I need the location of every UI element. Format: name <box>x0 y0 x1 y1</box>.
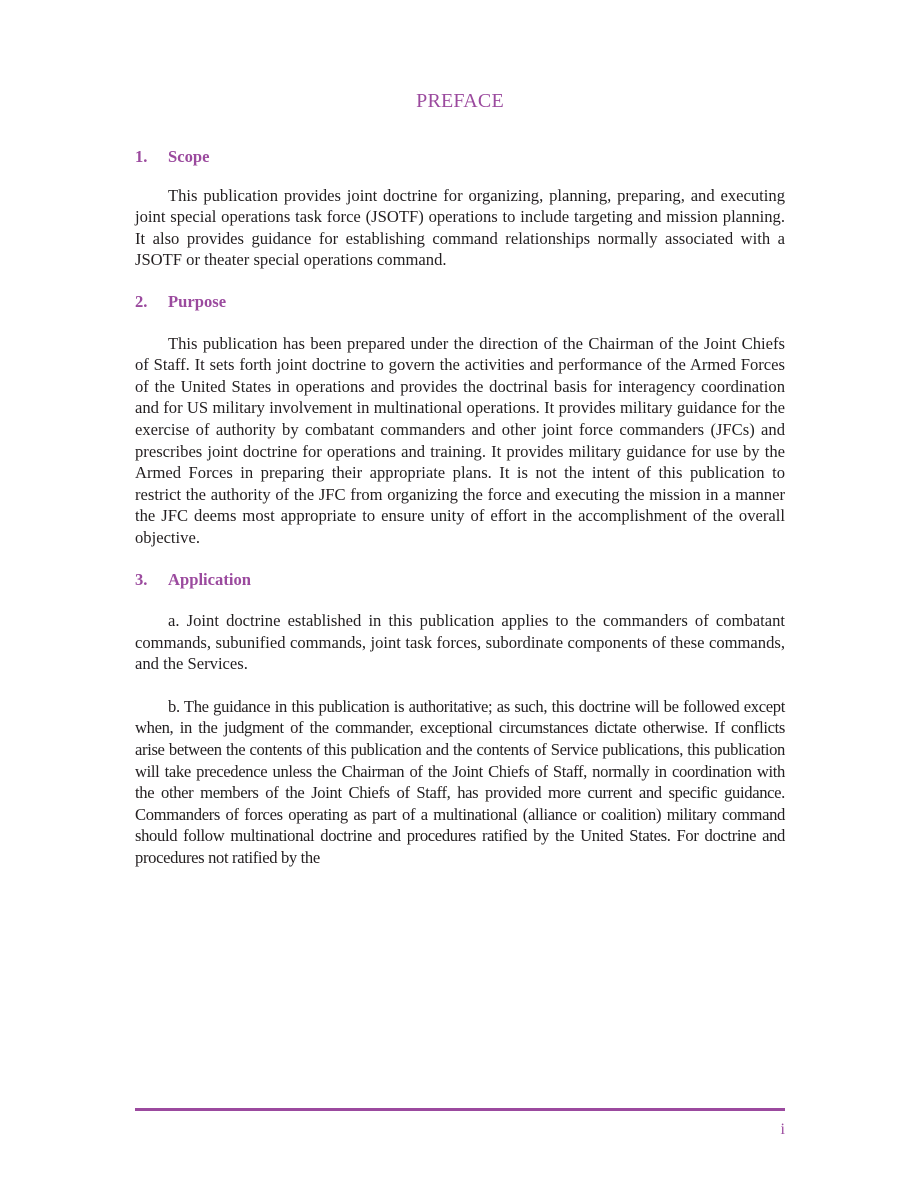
section-title: Purpose <box>168 291 227 311</box>
application-paragraph-a: a. Joint doctrine established in this publication applies to the commanders of combatant commands, subunified commands, joint task forces, subordinate components of these commands, and the Services. <box>135 611 785 674</box>
section-heading-application <box>135 569 785 591</box>
page-number: i <box>780 1121 785 1138</box>
section-heading-purpose <box>135 291 785 313</box>
page-title: PREFACE <box>416 90 504 112</box>
section-number: 2. <box>135 291 148 311</box>
section-number: 3. <box>135 569 148 589</box>
application-paragraph-b: b. The guidance in this publication is authoritative; as such, this doctrine will be followed except when, in the judgment of the commander, exceptional circumstances dictate otherwise. If conflicts arise between the contents of this publication and the contents of Service publications, this publication will take precedence unless the Chairman of the Joint Chiefs of Staff, normally in coordination with the other members of the Joint Chiefs of Staff, has provided more current and specific guidance. Commanders of forces operating as part of a multinational (alliance or coalition) military command should follow multinational doctrine and procedures ratified by the United States. For doctrine and procedures not ratified by the <box>135 696 785 868</box>
section-title: Scope <box>168 147 210 166</box>
section-heading-scope <box>135 146 785 168</box>
section-title: Application <box>168 569 251 589</box>
scope-paragraph: This publication provides joint doctrine for organizing, planning, preparing, and executing joint special operations task force (JSOTF) operations to include targeting and mission planning. It also provides guidance for establishing command relationships normally associated with a JSOTF or theater special operations command. <box>135 185 785 270</box>
section-number: 1. <box>135 147 148 166</box>
footer-rule <box>135 1108 785 1111</box>
purpose-paragraph: This publication has been prepared under the direction of the Chairman of the Joint Chiefs of Staff. It sets forth joint doctrine to govern the activities and performance of the Armed Forces of the United States in operations and provides the doctrinal basis for interagency coordination and for US military involvement in multinational operations. It provides military guidance for the exercise of authority by combatant commanders and other joint force commanders (JFCs) and prescribes joint doctrine for operations and training. It provides military guidance for use by the Armed Forces in preparing their appropriate plans. It is not the intent of this publication to restrict the authority of the JFC from organizing the force and executing the mission in a manner the JFC deems most appropriate to ensure unity of effort in the accomplishment of the overall objective. <box>135 333 785 547</box>
document-body <box>135 146 785 869</box>
